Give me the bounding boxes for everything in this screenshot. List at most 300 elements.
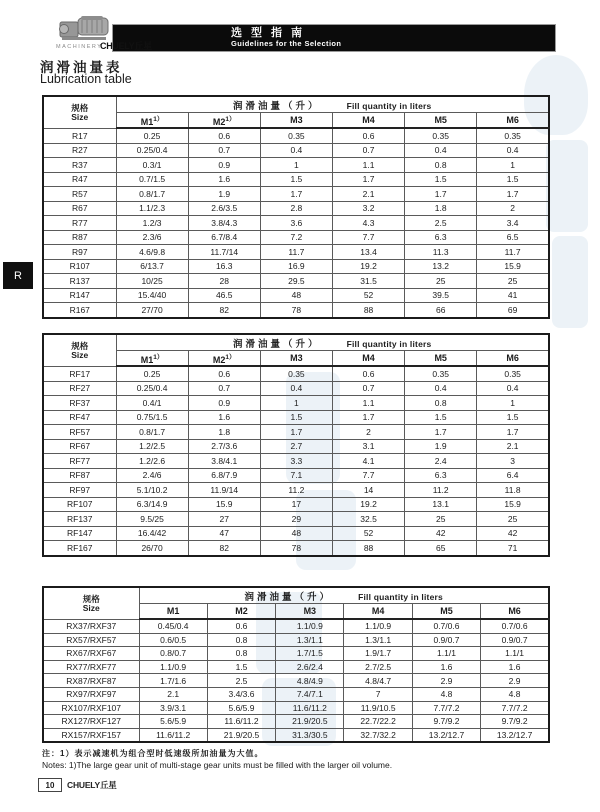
value-cell: 82 [188,303,260,318]
value-cell: 0.9/0.7 [481,633,549,647]
size-cell: RX127/RXF127 [43,715,139,729]
table-row [43,674,549,688]
value-cell: 29 [260,512,332,527]
banner-title-cn: 选型指南 [231,27,311,39]
table-row [43,526,549,541]
size-cell: RX87/RXF87 [43,674,139,688]
footnote-superscript: 1） [225,115,236,123]
value-cell: 11.2 [260,483,332,498]
size-cell: R147 [43,288,116,303]
value-cell: 1.6 [481,660,549,674]
size-cell: R67 [43,201,116,216]
value-cell: 6.3 [405,468,477,483]
machinery-label: MACHINERY [56,44,103,50]
size-header-en: Size [71,112,89,123]
lubrication-table-r-series [42,95,550,319]
value-cell: 0.35 [260,366,332,381]
size-header-cn: 规格 [71,341,89,352]
footnote-cn: 注：1）表示减速机为组合型时低速级所加油量为大值。 [42,749,264,758]
value-cell: 0.3/1 [116,158,188,173]
value-cell: 1.8 [405,201,477,216]
value-cell: 1 [260,396,332,411]
table-row [43,143,549,158]
column-label: M5 [434,353,447,363]
value-cell: 13.2 [405,259,477,274]
value-cell: 7 [344,687,412,701]
value-cell: 78 [260,303,332,318]
value-cell: 11.7/14 [188,245,260,260]
value-cell: 0.6/0.5 [139,633,207,647]
value-cell: 9.5/25 [116,512,188,527]
fill-header-en: Fill quantity in liters [346,100,432,111]
value-cell: 6.7/8.4 [188,230,260,245]
value-cell: 0.35 [477,366,549,381]
column-header-row [43,113,549,129]
column-label: M3 [290,115,303,125]
size-cell: R47 [43,172,116,187]
value-cell: 0.4 [405,381,477,396]
fill-header-cn: 润滑油量（升） [244,591,333,603]
column-header-m5 [412,604,480,620]
value-cell: 11.7 [477,245,549,260]
value-cell: 1.5 [477,410,549,425]
table-row [43,541,549,556]
fill-header-cn: 润滑油量（升） [233,338,321,350]
value-cell: 71 [477,541,549,556]
table-header-row [43,96,549,113]
value-cell: 78 [260,541,332,556]
value-cell: 13.2/12.7 [412,728,480,742]
value-cell: 13.1 [405,497,477,512]
size-header-en: Size [82,603,100,614]
value-cell: 2 [477,201,549,216]
table-row [43,201,549,216]
value-cell: 3.9/3.1 [139,701,207,715]
value-cell: 88 [332,541,404,556]
value-cell: 11.2 [405,483,477,498]
table-row [43,633,549,647]
column-header-m5 [405,351,477,367]
value-cell: 1.7 [405,425,477,440]
value-cell: 1.7 [260,187,332,202]
value-cell: 2 [332,425,404,440]
size-cell: R167 [43,303,116,318]
table-row [43,619,549,633]
value-cell: 7.2 [260,230,332,245]
size-cell: R137 [43,274,116,289]
value-cell: 15.9 [477,259,549,274]
value-cell: 27/70 [116,303,188,318]
value-cell: 1.1/2.3 [116,201,188,216]
value-cell: 3.1 [332,439,404,454]
column-label: M3 [303,606,317,616]
value-cell: 29.5 [260,274,332,289]
value-cell: 1.3/1.1 [276,633,344,647]
value-cell: 48 [260,288,332,303]
fill-header-en: Fill quantity in liters [358,591,443,602]
table-row [43,647,549,661]
fill-quantity-header [116,96,549,113]
value-cell: 0.7/0.6 [412,619,480,633]
value-cell: 1.1/0.9 [276,619,344,633]
column-header-m1 [116,351,188,367]
value-cell: 3.4/3.6 [207,687,275,701]
column-header-m5 [405,113,477,129]
value-cell: 1.7 [260,425,332,440]
value-cell: 1.7/1.5 [276,647,344,661]
value-cell: 1.8 [188,425,260,440]
value-cell: 2.7/2.5 [344,660,412,674]
value-cell: 42 [405,526,477,541]
size-cell: RF37 [43,396,116,411]
value-cell: 19.2 [332,259,404,274]
table-row [43,288,549,303]
value-cell: 5.6/5.9 [139,715,207,729]
value-cell: 1.6 [412,660,480,674]
value-cell: 1 [477,158,549,173]
value-cell: 88 [332,303,404,318]
value-cell: 7.7/7.2 [412,701,480,715]
value-cell: 2.9 [481,674,549,688]
column-header-m2 [188,351,260,367]
column-header-m3 [260,351,332,367]
value-cell: 2.7/3.6 [188,439,260,454]
value-cell: 0.35 [405,366,477,381]
value-cell: 48 [260,526,332,541]
column-header-m1 [139,604,207,620]
size-cell: RX97/RXF97 [43,687,139,701]
value-cell: 1.5 [207,660,275,674]
value-cell: 3.8/4.1 [188,454,260,469]
table-row [43,259,549,274]
column-header-m4 [344,604,412,620]
column-label: M1 [166,606,180,616]
watermark-shape [546,140,588,232]
value-cell: 0.6 [188,366,260,381]
size-cell: RF97 [43,483,116,498]
table-row [43,158,549,173]
size-cell: RF57 [43,425,116,440]
value-cell: 7.7 [332,230,404,245]
value-cell: 0.6 [332,366,404,381]
value-cell: 4.8 [412,687,480,701]
value-cell: 16.3 [188,259,260,274]
value-cell: 11.6/11.2 [276,701,344,715]
value-cell: 1.1/0.9 [344,619,412,633]
value-cell: 11.6/11.2 [207,715,275,729]
value-cell: 9.7/9.2 [481,715,549,729]
value-cell: 0.9/0.7 [412,633,480,647]
table-row [43,410,549,425]
column-label: M5 [440,606,453,616]
table-header-row [43,587,549,604]
column-label: M2 [212,354,226,365]
column-label: M5 [434,115,447,125]
value-cell: 5.1/10.2 [116,483,188,498]
column-label: M4 [371,606,385,616]
value-cell: 66 [405,303,477,318]
value-cell: 2.1 [139,687,207,701]
value-cell: 0.4 [405,143,477,158]
value-cell: 2.5 [207,674,275,688]
value-cell: 2.1 [332,187,404,202]
table-row [43,216,549,231]
banner-subtitle-en: Guidelines for the Selection [231,39,342,48]
size-cell: RX37/RXF37 [43,619,139,633]
value-cell: 16.9 [260,259,332,274]
column-header-m3 [276,604,344,620]
size-cell: RF107 [43,497,116,512]
value-cell: 6.3 [405,230,477,245]
value-cell: 0.25 [116,128,188,143]
value-cell: 39.5 [405,288,477,303]
value-cell: 0.6 [332,128,404,143]
value-cell: 0.9 [188,396,260,411]
value-cell: 3.6 [260,216,332,231]
value-cell: 0.35 [477,128,549,143]
size-cell: R77 [43,216,116,231]
column-label: M6 [508,606,521,616]
page-title-cn: 润滑油量表 [40,60,123,75]
value-cell: 22.7/22.2 [344,715,412,729]
value-cell: 2.4/6 [116,468,188,483]
table-row [43,230,549,245]
size-cell: RF27 [43,381,116,396]
footnote-superscript: 1） [225,353,236,361]
size-cell: RF87 [43,468,116,483]
column-header-m2 [188,113,260,129]
value-cell: 21.9/20.5 [276,715,344,729]
value-cell: 4.1 [332,454,404,469]
column-label: M2 [212,116,226,127]
column-label: M6 [506,115,519,125]
value-cell: 13.4 [332,245,404,260]
table-row [43,381,549,396]
size-cell: RF137 [43,512,116,527]
value-cell: 0.4 [477,381,549,396]
value-cell: 0.8 [207,647,275,661]
value-cell: 2.3/6 [116,230,188,245]
value-cell: 0.7 [188,381,260,396]
size-cell: R37 [43,158,116,173]
column-label: M6 [506,353,519,363]
value-cell: 1.1/0.9 [139,660,207,674]
size-cell: RF77 [43,454,116,469]
size-cell: RX157/RXF157 [43,728,139,742]
value-cell: 0.9 [188,158,260,173]
size-cell: RF167 [43,541,116,556]
value-cell: 0.7 [332,143,404,158]
value-cell: 0.45/0.4 [139,619,207,633]
table-row [43,274,549,289]
value-cell: 16.4/42 [116,526,188,541]
size-cell: RF47 [43,410,116,425]
value-cell: 2.6/2.4 [276,660,344,674]
table-row [43,425,549,440]
column-label: M4 [362,115,375,125]
value-cell: 0.25 [116,366,188,381]
value-cell: 47 [188,526,260,541]
value-cell: 4.8/4.7 [344,674,412,688]
column-label: M2 [235,606,248,616]
size-cell: R107 [43,259,116,274]
value-cell: 1.2/3 [116,216,188,231]
size-cell: RX57/RXF57 [43,633,139,647]
table-row [43,512,549,527]
value-cell: 11.6/11.2 [139,728,207,742]
column-header-m3 [260,113,332,129]
value-cell: 5.6/5.9 [207,701,275,715]
value-cell: 4.8 [481,687,549,701]
value-cell: 0.4 [477,143,549,158]
value-cell: 2.4 [405,454,477,469]
size-cell: R27 [43,143,116,158]
page-footer [38,778,117,792]
column-header-m2 [207,604,275,620]
value-cell: 6.4 [477,468,549,483]
value-cell: 3.2 [332,201,404,216]
value-cell: 2.9 [412,674,480,688]
value-cell: 4.6/9.8 [116,245,188,260]
value-cell: 3.4 [477,216,549,231]
value-cell: 2.7 [260,439,332,454]
value-cell: 26/70 [116,541,188,556]
watermark-shape [552,236,588,328]
value-cell: 0.8/0.7 [139,647,207,661]
value-cell: 19.2 [332,497,404,512]
value-cell: 52 [332,288,404,303]
value-cell: 17 [260,497,332,512]
value-cell: 3.3 [260,454,332,469]
value-cell: 25 [477,512,549,527]
value-cell: 0.6 [207,619,275,633]
value-cell: 0.7 [332,381,404,396]
footnote-superscript: 1） [153,115,164,123]
value-cell: 0.75/1.5 [116,410,188,425]
value-cell: 1.5 [405,172,477,187]
value-cell: 1.1 [332,396,404,411]
size-cell: R57 [43,187,116,202]
value-cell: 1.5 [405,410,477,425]
page-title-en: Lubrication table [40,72,132,86]
column-label: M4 [362,353,375,363]
value-cell: 0.35 [260,128,332,143]
column-header-m1 [116,113,188,129]
value-cell: 4.3 [332,216,404,231]
value-cell: 0.8 [405,158,477,173]
value-cell: 32.5 [332,512,404,527]
value-cell: 10/25 [116,274,188,289]
value-cell: 13.2/12.7 [481,728,549,742]
value-cell: 6.3/14.9 [116,497,188,512]
size-header-en: Size [71,350,89,361]
table-row [43,728,549,742]
value-cell: 1.5 [260,410,332,425]
table-row [43,468,549,483]
table-row [43,687,549,701]
value-cell: 0.7 [188,143,260,158]
value-cell: 1.9 [188,187,260,202]
value-cell: 11.8 [477,483,549,498]
size-header-cn: 规格 [82,594,100,605]
value-cell: 28 [188,274,260,289]
column-header-m6 [477,351,549,367]
size-cell: RF17 [43,366,116,381]
table-row [43,660,549,674]
value-cell: 2.1 [477,439,549,454]
value-cell: 1.6 [188,410,260,425]
value-cell: 25 [405,512,477,527]
value-cell: 0.4 [260,381,332,396]
table-row [43,366,549,381]
footnote-en: Notes: 1)The large gear unit of multi-stage gear units must be filled with the larger oil volume. [42,760,393,770]
value-cell: 1.7 [477,187,549,202]
value-cell: 1.7 [332,172,404,187]
value-cell: 1 [260,158,332,173]
size-header-cn: 规格 [71,103,89,114]
page-number: 10 [38,778,62,792]
value-cell: 31.5 [332,274,404,289]
value-cell: 0.25/0.4 [116,381,188,396]
value-cell: 11.9/10.5 [344,701,412,715]
value-cell: 1.7 [332,410,404,425]
value-cell: 0.8 [405,396,477,411]
table-row [43,497,549,512]
value-cell: 25 [477,274,549,289]
footnote-superscript: 1） [153,353,164,361]
fill-header-cn: 润滑油量（升） [233,100,321,112]
value-cell: 3 [477,454,549,469]
table-row [43,701,549,715]
size-cell: R87 [43,230,116,245]
value-cell: 6.5 [477,230,549,245]
size-cell: RX77/RXF77 [43,660,139,674]
value-cell: 0.6 [188,128,260,143]
table-row [43,439,549,454]
size-cell: R97 [43,245,116,260]
value-cell: 7.7/7.2 [481,701,549,715]
value-cell: 0.4/1 [116,396,188,411]
column-label: M1 [140,116,154,127]
value-cell: 15.9 [477,497,549,512]
table-row [43,454,549,469]
footer-brand: CHUELY丘星 [67,780,117,790]
table-row [43,187,549,202]
value-cell: 4.8/4.9 [276,674,344,688]
value-cell: 15.9 [188,497,260,512]
value-cell: 7.1 [260,468,332,483]
value-cell: 1 [477,396,549,411]
value-cell: 1.1/1 [412,647,480,661]
table-row [43,483,549,498]
value-cell: 27 [188,512,260,527]
value-cell: 42 [477,526,549,541]
value-cell: 21.9/20.5 [207,728,275,742]
side-index-tab-r: R [3,262,33,289]
column-header-m4 [332,113,404,129]
value-cell: 82 [188,541,260,556]
value-cell: 31.3/30.5 [276,728,344,742]
value-cell: 1.5 [477,172,549,187]
value-cell: 46.5 [188,288,260,303]
column-header-m6 [481,604,549,620]
fill-header-en: Fill quantity in liters [346,338,432,349]
value-cell: 1.2/2.6 [116,454,188,469]
value-cell: 14 [332,483,404,498]
value-cell: 11.7 [260,245,332,260]
size-cell: RF67 [43,439,116,454]
value-cell: 1.7 [477,425,549,440]
